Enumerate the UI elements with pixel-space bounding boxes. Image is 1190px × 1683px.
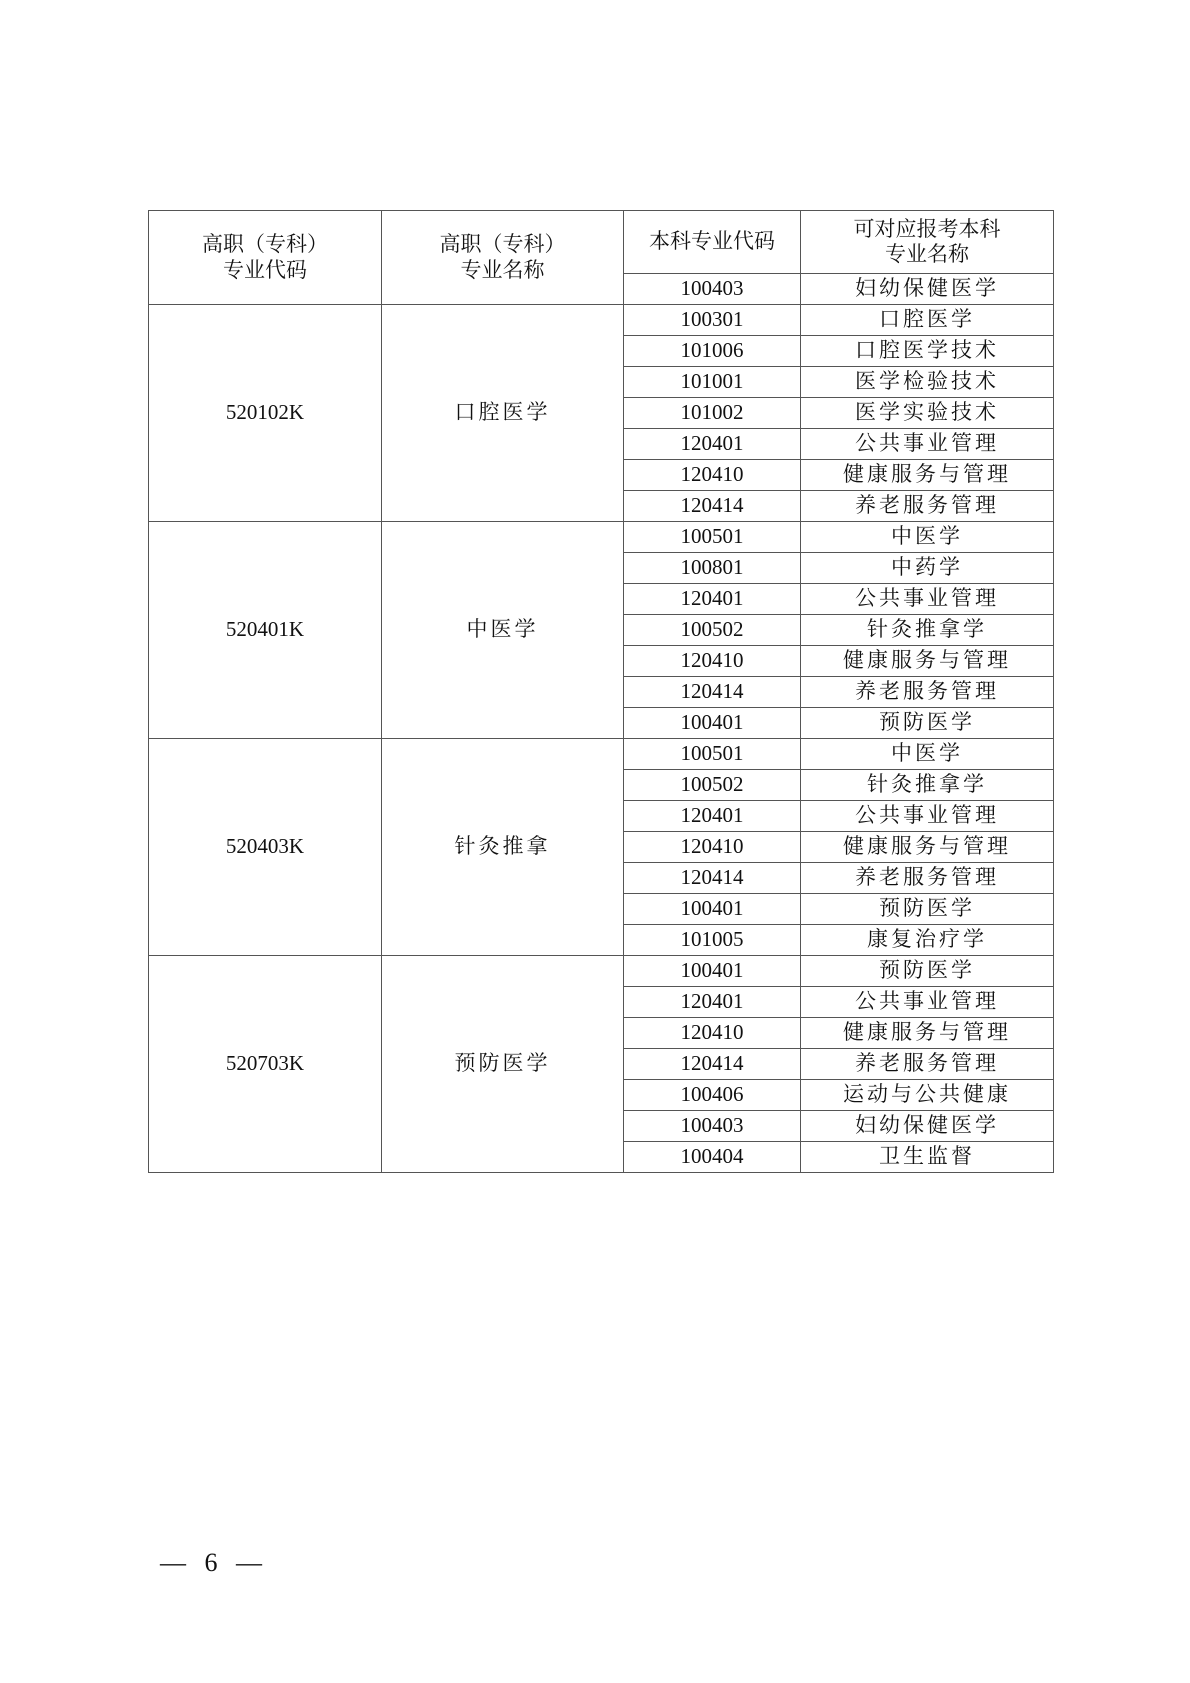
bachelor-code: 101002 [624, 398, 801, 429]
bachelor-code: 120414 [624, 1049, 801, 1080]
bachelor-name: 预防医学 [801, 956, 1054, 987]
table-row [149, 956, 1054, 987]
bachelor-name: 中药学 [801, 553, 1054, 584]
bachelor-name: 医学检验技术 [801, 367, 1054, 398]
vocational-code: 520403K [149, 739, 382, 956]
bachelor-code: 100403 [624, 274, 801, 305]
bachelor-name: 养老服务管理 [801, 1049, 1054, 1080]
bachelor-code: 100501 [624, 522, 801, 553]
bachelor-name: 养老服务管理 [801, 677, 1054, 708]
bachelor-code: 101005 [624, 925, 801, 956]
bachelor-code: 120401 [624, 429, 801, 460]
bachelor-name: 公共事业管理 [801, 429, 1054, 460]
vocational-name: 口腔医学 [382, 305, 624, 522]
bachelor-code: 100301 [624, 305, 801, 336]
bachelor-name: 公共事业管理 [801, 801, 1054, 832]
bachelor-name: 健康服务与管理 [801, 460, 1054, 491]
bachelor-name: 中医学 [801, 522, 1054, 553]
header-bachelor-name: 可对应报考本科 专业名称 [801, 211, 1054, 274]
bachelor-name: 健康服务与管理 [801, 646, 1054, 677]
header-bachelor-code: 本科专业代码 [624, 211, 801, 274]
bachelor-code: 100406 [624, 1080, 801, 1111]
bachelor-code: 101006 [624, 336, 801, 367]
bachelor-name: 口腔医学 [801, 305, 1054, 336]
header-vocational-name: 高职（专科） 专业名称 [382, 211, 624, 305]
bachelor-name: 公共事业管理 [801, 584, 1054, 615]
bachelor-name: 针灸推拿学 [801, 615, 1054, 646]
bachelor-code: 100401 [624, 956, 801, 987]
bachelor-name: 医学实验技术 [801, 398, 1054, 429]
bachelor-name: 康复治疗学 [801, 925, 1054, 956]
bachelor-name: 针灸推拿学 [801, 770, 1054, 801]
table-row [149, 522, 1054, 553]
vocational-code: 520401K [149, 522, 382, 739]
bachelor-name: 妇幼保健医学 [801, 1111, 1054, 1142]
bachelor-code: 120414 [624, 677, 801, 708]
vocational-name: 针灸推拿 [382, 739, 624, 956]
bachelor-name: 口腔医学技术 [801, 336, 1054, 367]
bachelor-code: 100404 [624, 1142, 801, 1173]
bachelor-code: 120410 [624, 1018, 801, 1049]
bachelor-code: 120410 [624, 460, 801, 491]
bachelor-name: 中医学 [801, 739, 1054, 770]
bachelor-code: 100403 [624, 1111, 801, 1142]
bachelor-code: 120401 [624, 987, 801, 1018]
bachelor-code: 100502 [624, 615, 801, 646]
bachelor-code: 100502 [624, 770, 801, 801]
bachelor-name: 预防医学 [801, 894, 1054, 925]
bachelor-code: 100501 [624, 739, 801, 770]
bachelor-code: 101001 [624, 367, 801, 398]
table-row [149, 305, 1054, 336]
bachelor-name: 健康服务与管理 [801, 1018, 1054, 1049]
bachelor-name: 妇幼保健医学 [801, 274, 1054, 305]
bachelor-code: 100801 [624, 553, 801, 584]
bachelor-code: 120414 [624, 863, 801, 894]
bachelor-code: 100401 [624, 708, 801, 739]
page-number: — 6 — [160, 1548, 268, 1577]
vocational-code: 520102K [149, 305, 382, 522]
bachelor-code: 120414 [624, 491, 801, 522]
bachelor-code: 120410 [624, 646, 801, 677]
bachelor-code: 100401 [624, 894, 801, 925]
bachelor-name: 养老服务管理 [801, 863, 1054, 894]
vocational-name: 中医学 [382, 522, 624, 739]
bachelor-code: 120401 [624, 584, 801, 615]
bachelor-name: 健康服务与管理 [801, 832, 1054, 863]
header-vocational-code: 高职（专科） 专业代码 [149, 211, 382, 305]
bachelor-name: 运动与公共健康 [801, 1080, 1054, 1111]
vocational-code: 520703K [149, 956, 382, 1173]
bachelor-name: 公共事业管理 [801, 987, 1054, 1018]
bachelor-name: 预防医学 [801, 708, 1054, 739]
bachelor-code: 120410 [624, 832, 801, 863]
bachelor-name: 卫生监督 [801, 1142, 1054, 1173]
vocational-name: 预防医学 [382, 956, 624, 1173]
bachelor-name: 养老服务管理 [801, 491, 1054, 522]
bachelor-code: 120401 [624, 801, 801, 832]
table-row [149, 739, 1054, 770]
major-mapping-table [148, 210, 1054, 1173]
